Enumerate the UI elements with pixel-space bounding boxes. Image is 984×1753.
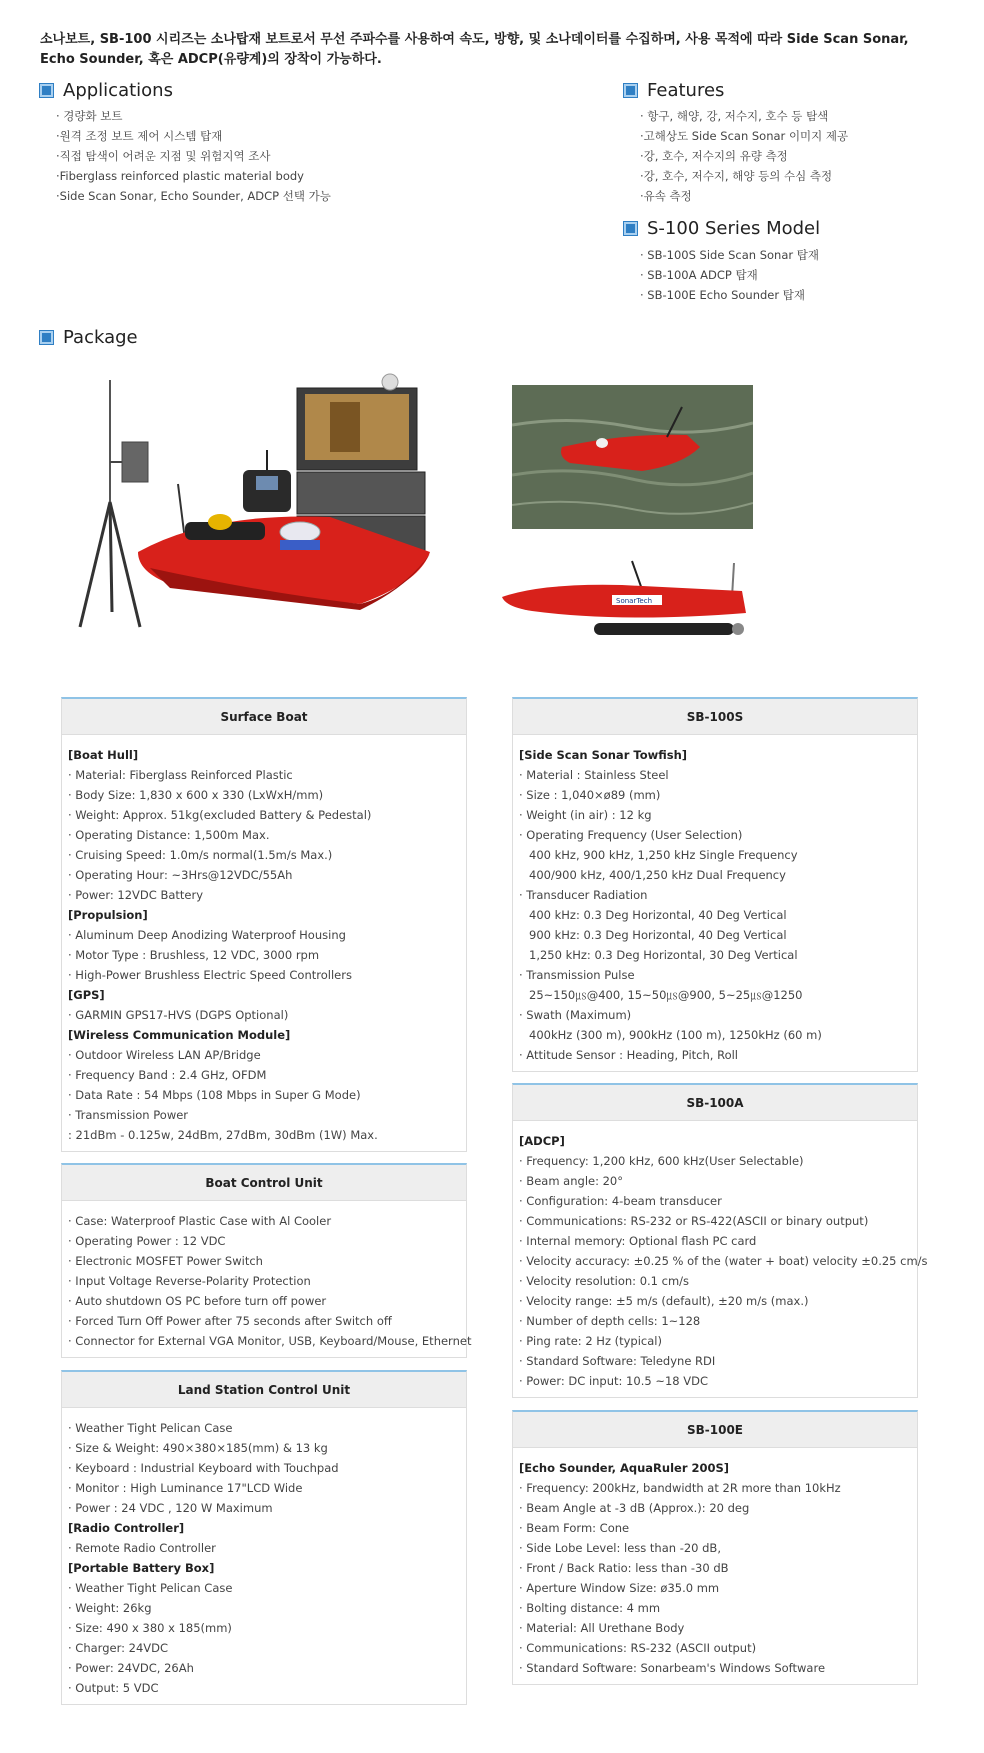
spec-line: · Body Size: 1,830 x 600 x 330 (LxWxH/mm) bbox=[68, 788, 324, 802]
bullet-square-icon bbox=[40, 331, 53, 344]
applications-heading bbox=[40, 80, 173, 101]
spec-line: · Frequency: 1,200 kHz, 600 kHz(User Selectable) bbox=[519, 1154, 804, 1168]
spec-line: · Beam Angle at -3 dB (Approx.): 20 deg bbox=[519, 1501, 750, 1515]
model-heading bbox=[624, 218, 820, 239]
list-item: · SB-100S Side Scan Sonar 탑재 bbox=[640, 248, 819, 262]
features-title: Features bbox=[647, 80, 725, 101]
list-item: ·Fiberglass reinforced plastic material body bbox=[56, 169, 304, 183]
spec-line: · Beam Form: Cone bbox=[519, 1521, 630, 1535]
list-item: ·Side Scan Sonar, Echo Sounder, ADCP 선택 가능 bbox=[56, 189, 331, 203]
list-item: ·강, 호수, 저수지의 유량 측정 bbox=[640, 149, 788, 163]
spec-line: · Charger: 24VDC bbox=[68, 1641, 169, 1655]
list-item: ·강, 호수, 저수지, 해양 등의 수심 측정 bbox=[640, 169, 833, 183]
bullet-square-icon bbox=[40, 84, 53, 97]
spec-heading: [Echo Sounder, AquaRuler 200S] bbox=[519, 1461, 730, 1475]
spec-line: · Size & Weight: 490×380×185(mm) & 13 kg bbox=[68, 1441, 328, 1455]
spec-line: · Power: DC input: 10.5 ~18 VDC bbox=[519, 1374, 708, 1388]
list-item: · 경량화 보트 bbox=[56, 109, 123, 123]
spec-line: · Material: All Urethane Body bbox=[519, 1621, 685, 1635]
spec-heading: [Propulsion] bbox=[68, 908, 148, 922]
spec-line: · Weight: 26kg bbox=[68, 1601, 152, 1615]
spec-line: · Size: 490 x 380 x 185(mm) bbox=[68, 1621, 232, 1635]
spec-line: · Weight: Approx. 51kg(excluded Battery & Pedestal) bbox=[68, 808, 372, 822]
spec-line: · Standard Software: Teledyne RDI bbox=[519, 1354, 716, 1368]
spec-heading: [Radio Controller] bbox=[68, 1521, 185, 1535]
applications-title: Applications bbox=[63, 80, 173, 101]
sb100a-title: SB-100A bbox=[513, 1085, 917, 1121]
spec-line: · Velocity range: ±5 m/s (default), ±20 m/s (max.) bbox=[519, 1294, 809, 1308]
spec-heading: [ADCP] bbox=[519, 1134, 565, 1148]
spec-line: · Case: Waterproof Plastic Case with Al Cooler bbox=[68, 1214, 332, 1228]
spec-line: · Weight (in air) : 12 kg bbox=[519, 808, 652, 822]
spec-line: · Remote Radio Controller bbox=[68, 1541, 216, 1555]
spec-line: · Power: 24VDC, 26Ah bbox=[68, 1661, 194, 1675]
list-item: ·원격 조정 보트 제어 시스템 탑재 bbox=[56, 129, 223, 143]
spec-line: · Number of depth cells: 1~128 bbox=[519, 1314, 701, 1328]
spec-line: · Communications: RS-232 or RS-422(ASCII or binary output) bbox=[519, 1214, 869, 1228]
spec-line: · Internal memory: Optional flash PC card bbox=[519, 1234, 757, 1248]
spec-line: · Size : 1,040×ø89 (mm) bbox=[519, 788, 661, 802]
spec-line: · Power: 12VDC Battery bbox=[68, 888, 204, 902]
spec-line: · Front / Back Ratio: less than -30 dB bbox=[519, 1561, 729, 1575]
spec-line: · Data Rate : 54 Mbps (108 Mbps in Super G Mode) bbox=[68, 1088, 361, 1102]
spec-line: · Cruising Speed: 1.0m/s normal(1.5m/s Max.) bbox=[68, 848, 333, 862]
surface-boat-title: Surface Boat bbox=[62, 699, 466, 735]
spec-line: 900 kHz: 0.3 Deg Horizontal, 40 Deg Vertical bbox=[529, 928, 787, 942]
features-list bbox=[640, 106, 848, 206]
surface-boat-box bbox=[61, 697, 467, 1152]
spec-line: · Material: Fiberglass Reinforced Plastic bbox=[68, 768, 293, 782]
package-photo bbox=[60, 372, 460, 642]
spec-line: · Velocity resolution: 0.1 cm/s bbox=[519, 1274, 690, 1288]
spec-line: · Outdoor Wireless LAN AP/Bridge bbox=[68, 1048, 261, 1062]
list-item: · SB-100A ADCP 탑재 bbox=[640, 268, 758, 282]
spec-line: · Forced Turn Off Power after 75 seconds after Switch off bbox=[68, 1314, 392, 1328]
surface-boat-specs bbox=[62, 735, 466, 1151]
spec-line: · Operating Power : 12 VDC bbox=[68, 1234, 226, 1248]
list-item: ·유속 측정 bbox=[640, 189, 692, 203]
land-station-specs bbox=[62, 1408, 466, 1704]
spec-line: · Connector for External VGA Monitor, USB, Keyboard/Mouse, Ethernet bbox=[68, 1334, 472, 1348]
boat-brand-label: SonarTech bbox=[616, 597, 653, 605]
package-title: Package bbox=[63, 327, 138, 348]
spec-line: · High-Power Brushless Electric Speed Controllers bbox=[68, 968, 352, 982]
list-item: · SB-100E Echo Sounder 탑재 bbox=[640, 288, 805, 302]
spec-line: · Input Voltage Reverse-Polarity Protection bbox=[68, 1274, 311, 1288]
spec-line: · Communications: RS-232 (ASCII output) bbox=[519, 1641, 757, 1655]
spec-heading: [Portable Battery Box] bbox=[68, 1561, 215, 1575]
sb100e-specs bbox=[513, 1448, 917, 1684]
spec-line: · GARMIN GPS17-HVS (DGPS Optional) bbox=[68, 1008, 289, 1022]
sb100s-title: SB-100S bbox=[513, 699, 917, 735]
spec-line: · Operating Distance: 1,500m Max. bbox=[68, 828, 270, 842]
model-title: S-100 Series Model bbox=[647, 218, 821, 239]
list-item: · 항구, 해양, 강, 저수지, 호수 등 탐색 bbox=[640, 109, 829, 123]
spec-line: · Configuration: 4-beam transducer bbox=[519, 1194, 722, 1208]
spec-line: · Motor Type : Brushless, 12 VDC, 3000 rpm bbox=[68, 948, 320, 962]
intro-text: 소나보트, SB-100 시리즈는 소나탑재 보트로서 무선 주파수를 사용하여 속도, 방향, 및 소나데이터를 수집하며, 사용 목적에 따라 Side Scan Sonar, Echo Sounder, 혹은 ADCP(유량계)의 장착이 가능하다. bbox=[40, 32, 909, 67]
features-heading bbox=[624, 80, 724, 101]
applications-list bbox=[56, 106, 331, 206]
sb100e-box bbox=[512, 1410, 918, 1685]
spec-line: 1,250 kHz: 0.3 Deg Horizontal, 30 Deg Vertical bbox=[529, 948, 798, 962]
boat-control-specs bbox=[62, 1201, 472, 1357]
spec-line: · Ping rate: 2 Hz (typical) bbox=[519, 1334, 662, 1348]
spec-heading: [GPS] bbox=[68, 988, 105, 1002]
land-station-title: Land Station Control Unit bbox=[62, 1372, 466, 1408]
spec-line: 25~150㎲@400, 15~50㎲@900, 5~25㎲@1250 bbox=[529, 988, 803, 1002]
spec-line: · Standard Software: Sonarbeam's Windows Software bbox=[519, 1661, 826, 1675]
spec-line: 400/900 kHz, 400/1,250 kHz Dual Frequency bbox=[529, 868, 786, 882]
spec-line: 400kHz (300 m), 900kHz (100 m), 1250kHz (60 m) bbox=[529, 1028, 822, 1042]
sb100a-specs bbox=[513, 1121, 928, 1397]
spec-line: · Side Lobe Level: less than -20 dB, bbox=[519, 1541, 721, 1555]
list-item: ·고해상도 Side Scan Sonar 이미지 제공 bbox=[640, 129, 849, 143]
sb100a-box bbox=[512, 1083, 928, 1398]
spec-line: · Material : Stainless Steel bbox=[519, 768, 669, 782]
spec-line: 400 kHz: 0.3 Deg Horizontal, 40 Deg Vertical bbox=[529, 908, 787, 922]
spec-line: · Swath (Maximum) bbox=[519, 1008, 632, 1022]
land-station-box bbox=[61, 1370, 467, 1705]
spec-line: · Transmission Power bbox=[68, 1108, 189, 1122]
spec-line: · Auto shutdown OS PC before turn off power bbox=[68, 1294, 327, 1308]
boat-side-photo bbox=[502, 555, 752, 645]
spec-line: 400 kHz, 900 kHz, 1,250 kHz Single Frequency bbox=[529, 848, 798, 862]
boat-control-title: Boat Control Unit bbox=[62, 1165, 466, 1201]
spec-line: · Transducer Radiation bbox=[519, 888, 648, 902]
spec-line: : 21dBm - 0.125w, 24dBm, 27dBm, 30dBm (1W) Max. bbox=[68, 1128, 378, 1142]
spec-line: · Weather Tight Pelican Case bbox=[68, 1581, 233, 1595]
spec-line: · Operating Frequency (User Selection) bbox=[519, 828, 743, 842]
bullet-square-icon bbox=[624, 222, 637, 235]
sb100s-box bbox=[512, 697, 918, 1072]
spec-line: · Aluminum Deep Anodizing Waterproof Housing bbox=[68, 928, 346, 942]
spec-line: · Aperture Window Size: ø35.0 mm bbox=[519, 1581, 720, 1595]
spec-line: · Weather Tight Pelican Case bbox=[68, 1421, 233, 1435]
spec-line: · Velocity accuracy: ±0.25 % of the (water + boat) velocity ±0.25 cm/s bbox=[519, 1254, 928, 1268]
spec-heading: [Side Scan Sonar Towfish] bbox=[519, 748, 688, 762]
boat-water-photo bbox=[512, 385, 753, 529]
spec-line: · Keyboard : Industrial Keyboard with Touchpad bbox=[68, 1461, 339, 1475]
spec-line: · Power : 24 VDC , 120 W Maximum bbox=[68, 1501, 273, 1515]
spec-line: · Beam angle: 20° bbox=[519, 1174, 623, 1188]
spec-line: · Bolting distance: 4 mm bbox=[519, 1601, 661, 1615]
spec-line: · Output: 5 VDC bbox=[68, 1681, 159, 1695]
spec-line: · Operating Hour: ~3Hrs@12VDC/55Ah bbox=[68, 868, 293, 882]
list-item: ·직접 탐색이 어려운 지점 및 위험지역 조사 bbox=[56, 149, 271, 163]
package-heading bbox=[40, 327, 138, 348]
spec-heading: [Wireless Communication Module] bbox=[68, 1028, 291, 1042]
sb100s-specs bbox=[513, 735, 917, 1071]
spec-line: · Frequency: 200kHz, bandwidth at 2R more than 10kHz bbox=[519, 1481, 841, 1495]
spec-line: · Electronic MOSFET Power Switch bbox=[68, 1254, 263, 1268]
sb100e-title: SB-100E bbox=[513, 1412, 917, 1448]
boat-control-box bbox=[61, 1163, 472, 1358]
bullet-square-icon bbox=[624, 84, 637, 97]
model-list bbox=[640, 245, 819, 305]
spec-heading: [Boat Hull] bbox=[68, 748, 139, 762]
spec-line: · Frequency Band : 2.4 GHz, OFDM bbox=[68, 1068, 267, 1082]
spec-line: · Attitude Sensor : Heading, Pitch, Roll bbox=[519, 1048, 738, 1062]
spec-line: · Monitor : High Luminance 17"LCD Wide bbox=[68, 1481, 303, 1495]
spec-line: · Transmission Pulse bbox=[519, 968, 635, 982]
